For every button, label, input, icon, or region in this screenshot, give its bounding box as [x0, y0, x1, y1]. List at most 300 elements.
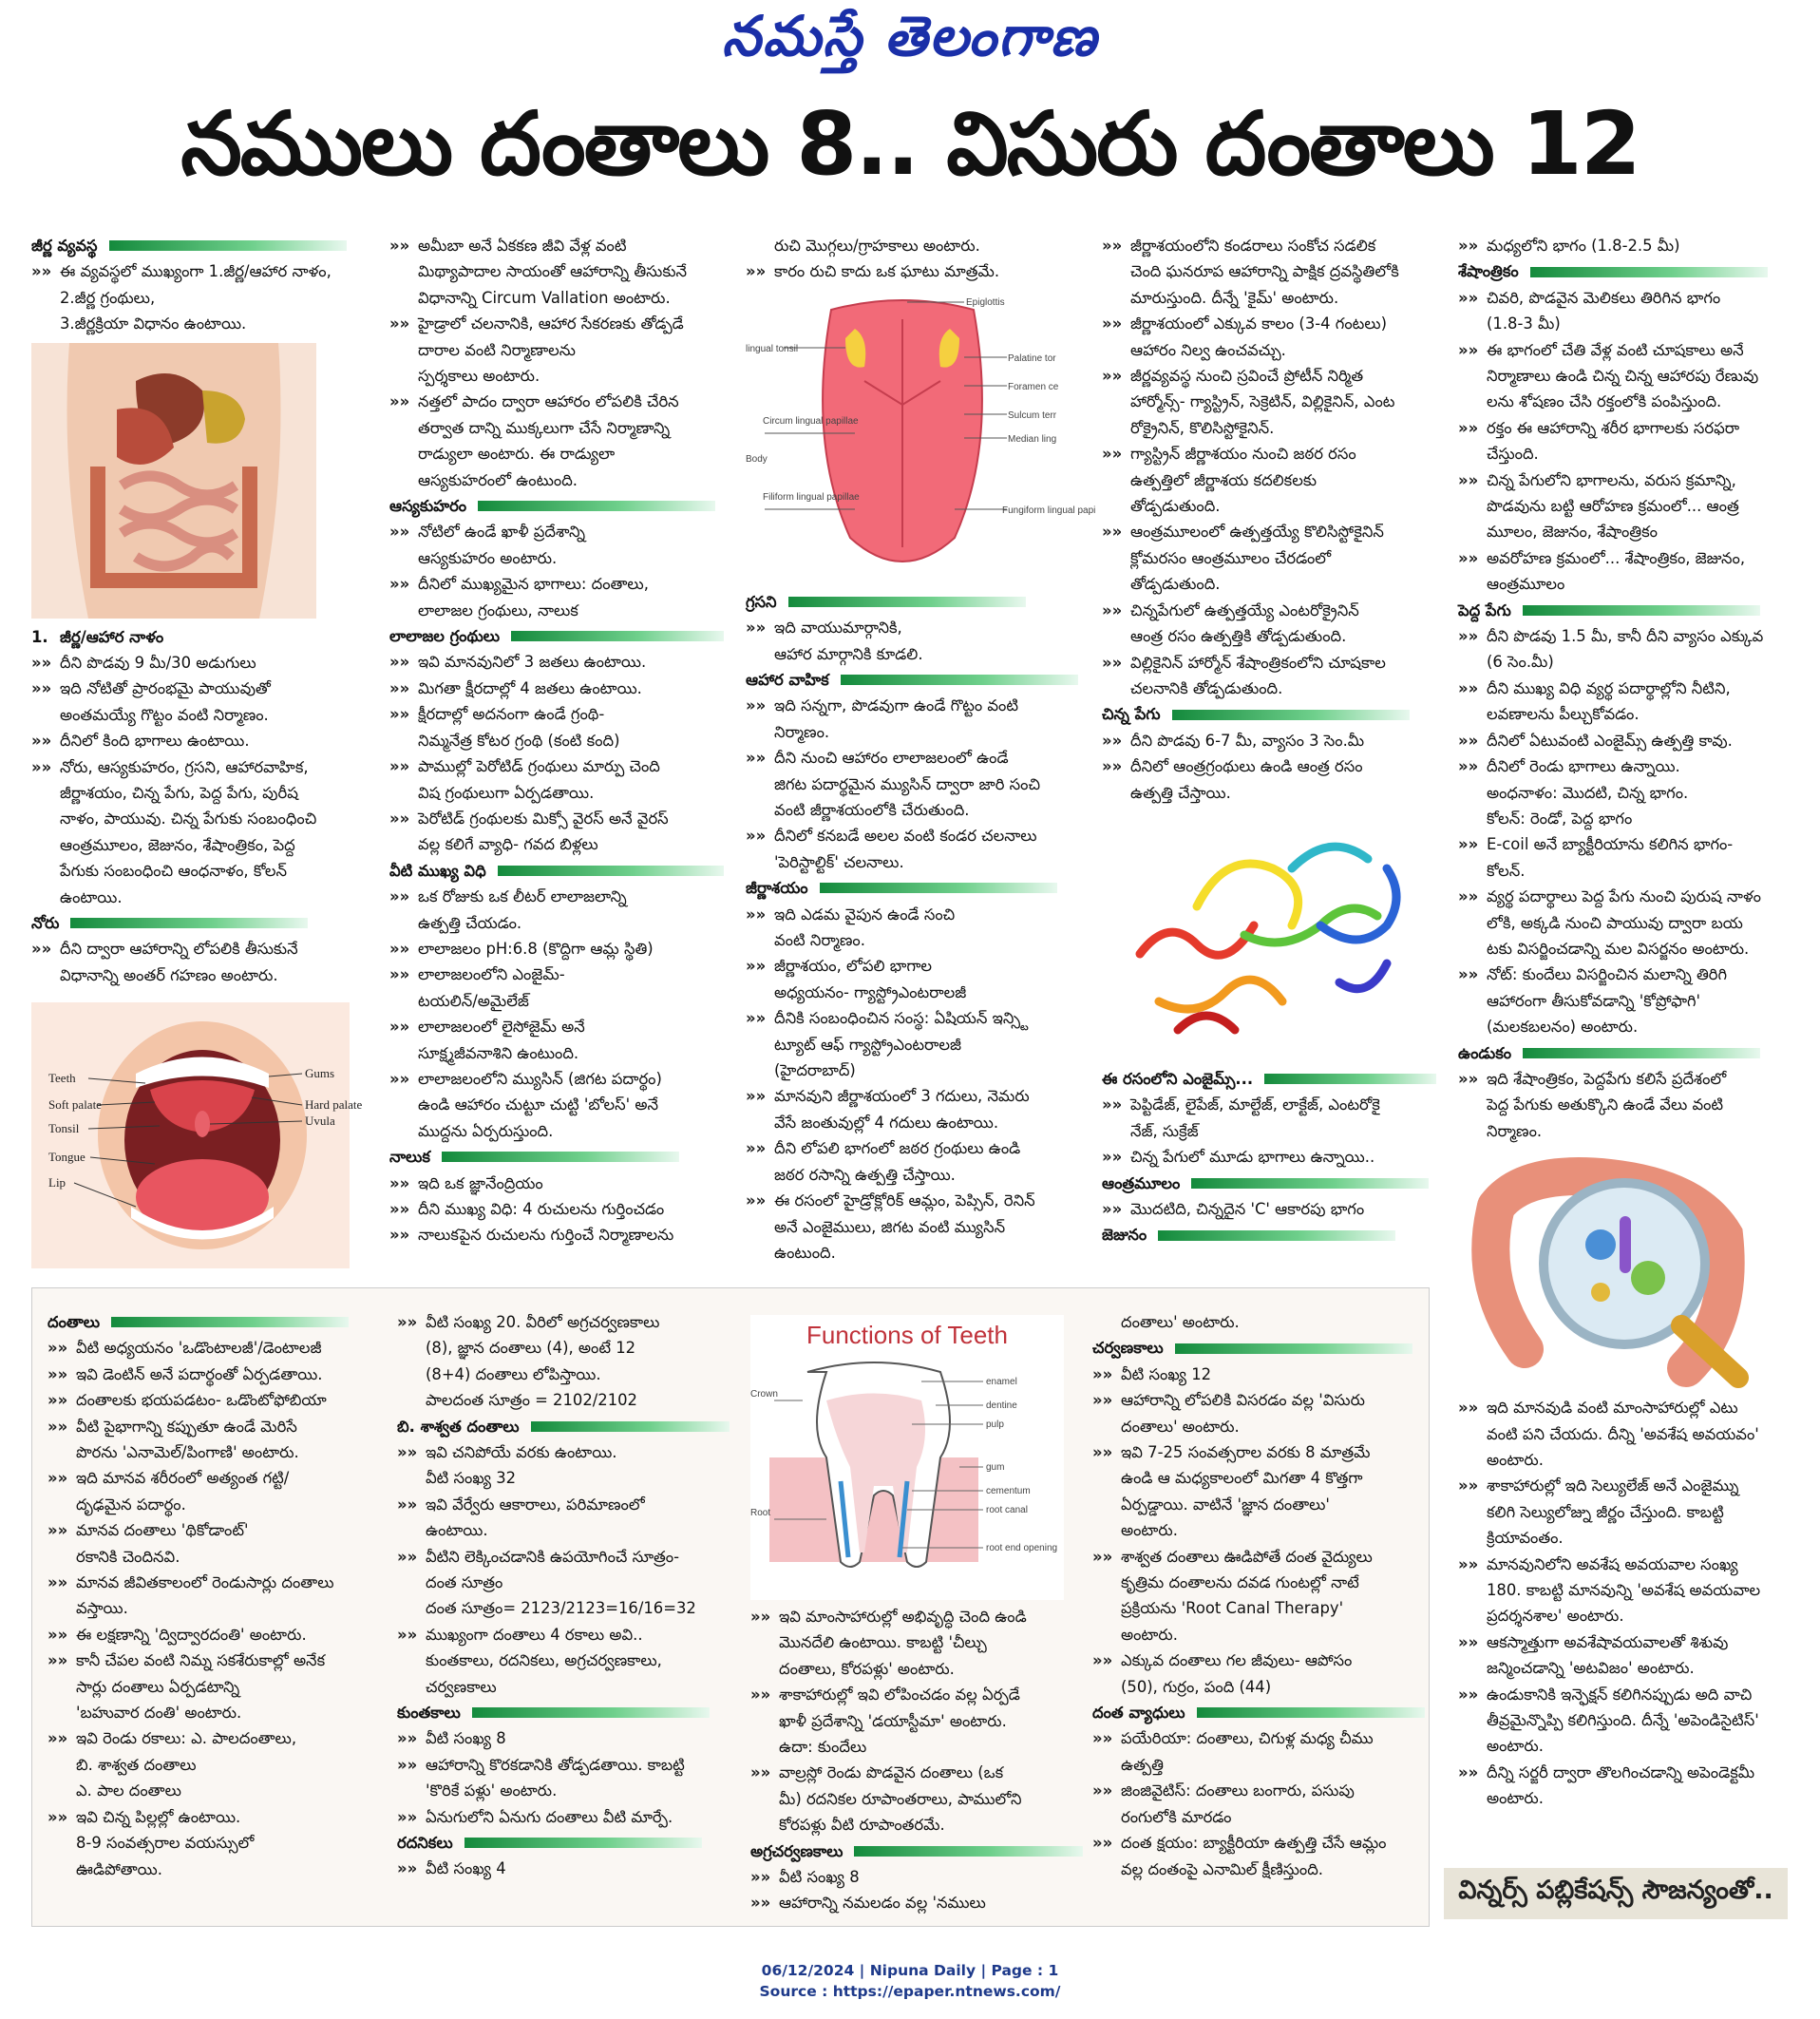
section-heading — [397, 1414, 730, 1439]
label-palatine: Palatine tor — [1008, 352, 1056, 364]
bullet-point: »» ఇవి మానవునిలో 3 జతలు ఉంటాయి. — [389, 649, 724, 675]
bullet-point: »» ఇవి డెంటిన్ అనే పదార్థంతో ఏర్పడతాయి. — [47, 1362, 380, 1387]
appendix-magnifier-illustration — [1458, 1150, 1772, 1387]
tongue-diagram — [746, 291, 1096, 576]
text-line: ఖాళీ ప్రదేశాన్ని 'డయాస్టీమా' అంటారు. — [779, 1711, 1007, 1730]
bullet-point: »» నత్తలో పాదం ద్వారా ఆహారం లోపలికి చేరిన — [389, 389, 724, 414]
text-line: 3.జీర్ణక్రియా విధానం ఉంటాయి. — [60, 314, 247, 333]
bullet-point: »» ఇది మానవ శరీరంలో అత్యంత గట్టి/ — [47, 1465, 380, 1491]
text-line: లవణాలను పీల్చుకోవడం. — [1487, 705, 1640, 724]
bullet-point: »» శాకాహారుల్లో ఇది సెల్యులేజ్ అనే ఎంజైమ్ను — [1458, 1473, 1792, 1498]
section-divider-bar — [511, 631, 724, 641]
section-heading-text: ఆంత్రమూలం — [1102, 1173, 1181, 1192]
text-line: దారాల వంటి నిర్మాణాలను — [418, 340, 576, 359]
text-line: ఉంటాయి. — [426, 1521, 488, 1540]
text-line: కలిగి సెల్యులోజ్ను జీర్ణం చేస్తుంది. కాబట్టి — [1487, 1502, 1724, 1521]
bullet-point: »» విల్లికైనిన్ హార్మోన్ శేషాంత్రికంలోని చూషకాల — [1102, 650, 1436, 676]
bullet-point: »» ఇవి వేర్వేరు ఆకారాలు, పరిమాణంలో — [397, 1492, 730, 1517]
bullet-point: »» మానవునిలోని అవశేష అవయవాల సంఖ్య — [1458, 1552, 1792, 1577]
bullet-point: »» మానవుని జీర్ణాశయంలో 3 గదులు, నెమరు — [746, 1083, 1080, 1109]
section-divider-bar — [109, 240, 347, 251]
bullet-point: »» నోట్: కుందేలు విసర్జించిన మలాన్ని తిరిగి — [1458, 962, 1792, 987]
text-line: పొరను 'ఎనామెల్/పింగాణి' అంటారు. — [76, 1443, 299, 1462]
bullet-point: »» దీని ముఖ్య విధి: 4 రుచులను గుర్తించడం — [389, 1196, 724, 1222]
bullet-point: »» ఈ భాగంలో చేతి వేళ్ల వంటి చూషకాలు అనే — [1458, 337, 1792, 363]
label-tonsil: Tonsil — [48, 1121, 80, 1135]
section-heading-text: దంతాలు — [47, 1313, 101, 1331]
bullet-point: »» దీనిలో రెండు భాగాలు ఉన్నాయి. — [1458, 753, 1792, 779]
bullet-point: »» అమీబా అనే ఏకకణ జీవి వేళ్ల వంటి — [389, 233, 724, 258]
bullet-point: »» దీని లోపలి భాగంలో జఠర గ్రంథులు ఉండి — [746, 1135, 1080, 1161]
bullet-point: »» ముఖ్యంగా దంతాలు 4 రకాలు అవి.. — [397, 1622, 730, 1648]
page-headline: నములు దంతాలు 8.. విసురు దంతాలు 12 — [180, 93, 1640, 195]
text-line: అంటారు. — [1487, 1737, 1544, 1756]
text-line: నిర్మాణం. — [774, 722, 830, 741]
text-line: పేగుకు సంబంధించి ఆంధనాళం, కోలన్ — [60, 862, 288, 881]
text-line: వేసే జంతువుల్లో 4 గదులు ఉంటాయి. — [774, 1113, 999, 1132]
column-permanent-teeth — [397, 1309, 730, 1917]
text-line: క్రియావంతం. — [1487, 1529, 1564, 1548]
bullet-point: »» వీటి సంఖ్య 20. వీరిలో అగ్రచర్వణకాలు — [397, 1309, 730, 1335]
text-line: ఆస్యకుహరంలో ఉంటుంది. — [418, 470, 578, 489]
text-line: పెద్ద పేగుకు అతుక్కొని ఉండే వేలు వంటి — [1487, 1095, 1724, 1114]
text-line: జఠర రసాన్ని ఉత్పత్తి చేస్తాయి. — [774, 1165, 956, 1184]
column-molars-diseases — [1092, 1309, 1425, 1917]
section-heading — [397, 1830, 730, 1856]
section-heading-text: బి. శాశ్వత దంతాలు — [397, 1417, 520, 1436]
section-heading-text: జెజునం — [1102, 1226, 1147, 1245]
bullet-point: »» గ్యాస్ట్రిన్ జీర్ణాశయం నుంచి జఠర రసం — [1102, 441, 1436, 467]
text-line: ముద్దను ఏర్పరుస్తుంది. — [418, 1121, 554, 1140]
label-filiform: Filiform lingual papillae — [763, 491, 860, 503]
text-line: ఉంటాయి. — [60, 887, 123, 906]
section-heading — [746, 875, 1080, 901]
text-line: ట్యూట్ ఆఫ్ గ్యాస్ట్రోఎంటరాలజీ — [774, 1035, 961, 1054]
bullet-point: »» దీని నుంచి ఆహారం లాలాజలంలో ఉండే — [746, 745, 1080, 771]
text-line: ఉత్పత్తిలో జీర్ణాశయ కదలికలకు — [1130, 470, 1318, 489]
bullet-point: »» లాలాజలంలోని మ్యుసిన్ (జిగట పదార్థం) — [389, 1066, 724, 1092]
text-line: వంటి నిర్మాణం. — [774, 931, 865, 950]
text-line: దంతాలు' అంటారు. — [1121, 1417, 1240, 1436]
bullet-point: »» కారం రుచి కాదు ఒక ఘాటు మాత్రమే. — [746, 258, 1080, 284]
bullet-point: »» ఆహారాన్ని లోపలికి విసరడం వల్ల 'విసురు — [1092, 1387, 1425, 1413]
text-line: (హైదరాబాద్) — [774, 1061, 856, 1080]
section-heading — [389, 858, 724, 884]
section-heading — [746, 589, 1080, 615]
column-oral-cavity — [389, 233, 724, 1268]
section-heading-text: ఈ రసంలోని ఎంజైమ్స్... — [1102, 1069, 1254, 1088]
bullet-point: »» లాలాజలంలో లైసోజైమ్ అనే — [389, 1014, 724, 1039]
bullet-point: »» దీని పొడవు 1.5 మీ, కానీ దీని వ్యాసం ఎక్కువ — [1458, 623, 1792, 649]
bullet-point: »» పయేరియా: దంతాలు, చిగుళ్ల మధ్య చీము — [1092, 1725, 1425, 1751]
bullet-point: »» వీటి పైభాగాన్ని కప్పుతూ ఉండే మెరిసే — [47, 1414, 380, 1439]
text-line: వంటి పని చేయదు. దీన్ని 'అవశేష అవయవం' — [1487, 1424, 1759, 1443]
text-line: ఏర్పడ్డాయి. వాటినే 'జ్ఞాన దంతాలు' — [1121, 1495, 1330, 1514]
text-line: ఆహారం నిల్వ ఉంచవచ్చు. — [1130, 340, 1286, 359]
heading-number: 1. — [31, 627, 48, 646]
section-heading — [389, 623, 724, 649]
text-line: 8-9 సంవత్సరాల వయస్సులో — [76, 1834, 255, 1853]
bullet-point: »» దంత క్షయం: బ్యాక్టీరియా ఉత్పత్తి చేసే ఆమ్లం — [1092, 1830, 1425, 1856]
section-heading — [1458, 598, 1792, 623]
mouth-anatomy-diagram — [31, 1002, 363, 1268]
bullet-point: »» పెరోటిడ్ గ్రంథులకు మిక్సో వైరస్ అనే వైరస్ — [389, 806, 724, 831]
text-line: రాడ్యులా అంటారు. ఈ రాడ్యులా — [418, 445, 616, 464]
bullet-point: »» ఇవి 7-25 సంవత్సరాల వరకు 8 మాత్రమే — [1092, 1439, 1425, 1465]
bullet-point: »» వీటిని లెక్కించడానికి ఉపయోగించే సూత్రం- — [397, 1544, 730, 1570]
bullet-point: »» చివరి, పొడవైన మెలికలు తిరిగిన భాగం — [1458, 285, 1792, 311]
text-line: ఉత్పత్తి — [1121, 1755, 1164, 1774]
section-divider-bar — [1191, 1178, 1429, 1189]
tooth-anatomy-diagram — [750, 1315, 1064, 1600]
text-line: జన్మించడాన్ని 'అటవిజం' అంటారు. — [1487, 1659, 1695, 1678]
bullet-point: »» ఇది శేషాంత్రికం, పెద్దపేగు కలిసే ప్రదేశంలో — [1458, 1066, 1792, 1092]
text-line: లాలాజల గ్రంథులు, నాలుక — [418, 600, 578, 619]
section-divider-bar — [70, 918, 308, 928]
bullet-point: »» జింజివైటిస్: దంతాలు బంగారు, పసుపు — [1092, 1778, 1425, 1803]
section-divider-bar — [478, 501, 715, 511]
text-line: కోరపళ్లు వీటి రూపాంతరమే. — [779, 1816, 945, 1835]
section-divider-bar — [1197, 1707, 1425, 1718]
numbered-heading — [31, 624, 369, 650]
text-line: ఊడిపోతాయి. — [76, 1859, 162, 1878]
page-footer — [0, 1960, 1820, 2002]
bullet-point: »» మిగతా క్షీరదాల్లో 4 జతలు ఉంటాయి. — [389, 676, 724, 701]
text-line: లోకి, అక్కడి నుంచి పాయువు ద్వారా బయ — [1487, 913, 1743, 932]
section-heading-text: లాలాజల గ్రంథులు — [389, 627, 501, 646]
label-foramen: Foramen ce — [1008, 381, 1059, 392]
section-divider-bar — [1172, 710, 1410, 720]
bullet-point: »» E-coil అనే బ్యాక్టీరియాను కలిగిన భాగం- — [1458, 831, 1792, 857]
bullet-point: »» వాల్రస్లో రెండు పొడవైన దంతాలు (ఒక — [750, 1760, 1083, 1785]
illustration — [750, 1309, 1083, 1604]
text-line: కోలన్: రెండో, పెద్ద భాగం — [1487, 809, 1633, 828]
bullet-point: »» చిన్న పేగులోని భాగాలను, వరుస క్రమాన్ని, — [1458, 467, 1792, 493]
text-line: 2.జీర్ణ గ్రంథులు, — [60, 288, 156, 307]
section-heading-text: ఉండుకం — [1458, 1043, 1512, 1062]
bullet-point: »» జీర్ణాశయం, లోపలి భాగాల — [746, 953, 1080, 979]
bullet-point: »» ఇది నోటితో ప్రారంభమై పాయువుతో — [31, 676, 369, 701]
bullet-point: »» దీని ముఖ్య విధి వ్యర్థ పదార్థాల్లోని నీటిని, — [1458, 676, 1792, 701]
text-line: 'కొరికే పళ్లు' అంటారు. — [426, 1781, 558, 1800]
section-divider-bar — [1175, 1343, 1412, 1354]
footer-date-line: 06/12/2024 | Nipuna Daily | Page : 1 — [761, 1962, 1059, 1979]
text-line: చెంది ఘనరూప ఆహారాన్ని పాక్షిక ద్రవస్థితిలోకి — [1130, 262, 1399, 281]
text-line: తీవ్రమైన్నొప్పి కలిగిస్తుంది. దీన్నే 'అపెండిసైటిస్' — [1487, 1711, 1759, 1730]
section-heading — [1092, 1700, 1425, 1725]
section-heading-text: కుంతకాలు — [397, 1704, 461, 1723]
section-heading-text: జీర్ణాశయం — [746, 879, 808, 898]
section-divider-bar — [1523, 1048, 1760, 1058]
section-heading — [1102, 1066, 1436, 1092]
text-line: పాలదంత సూత్రం = 2102/2102 — [426, 1391, 637, 1410]
label-median: Median ling — [1008, 433, 1057, 445]
digestive-system-illustration — [31, 343, 316, 619]
label-root-end-opening: root end opening — [986, 1543, 1058, 1553]
text-line: కోలన్. — [1487, 861, 1526, 880]
illustration — [1102, 806, 1436, 1066]
bullet-point: »» దీనిలో ఆంత్రగ్రంథులు ఉండి ఆంత్ర రసం — [1102, 753, 1436, 779]
text-line: జీర్ణాశయం, చిన్న పేగు, పెద్ద పేగు, పురీష — [60, 784, 298, 803]
bullet-point: »» పెప్టిడేజ్, లైపేజ్, మాల్టేజ్, లాక్టేజ్, ఎంటరోకై — [1102, 1092, 1436, 1117]
bullet-point: »» శాశ్వత దంతాలు ఊడిపోతే దంత వైద్యులు — [1092, 1544, 1425, 1570]
text-line: ఆహారంగా తీసుకోవడాన్ని 'కోప్రోఫాగి' — [1487, 991, 1701, 1010]
label-pulp: pulp — [986, 1419, 1004, 1430]
text-line: అంటారు. — [1121, 1625, 1178, 1644]
section-heading-text: ఆస్యకుహరం — [389, 497, 467, 516]
bullet-point: »» జీర్ణవ్యవస్థ నుంచి స్రవించే ప్రోటీన్ నిర్మిత — [1102, 363, 1436, 389]
text-line: టకు విసర్జించడాన్ని మల విసర్జనం అంటారు. — [1487, 939, 1750, 958]
text-line: టయలిన్/అమైలేజ్ — [418, 991, 529, 1010]
text-line: వస్తాయి. — [76, 1599, 128, 1618]
section-heading — [397, 1700, 730, 1725]
text-line: క్లోమరసం ఆంత్రమూలం చేరడంలో — [1130, 548, 1332, 567]
text-line: మూలం, జెజునం, శేషాంత్రికం — [1487, 523, 1658, 542]
section-heading-text: దంత వ్యాధులు — [1092, 1704, 1185, 1723]
bullet-point: »» ఆహారాన్ని నమలడం వల్ల 'నములు — [750, 1890, 1083, 1915]
section-divider-bar — [1264, 1074, 1436, 1084]
label-epiglottis: Epiglottis — [966, 296, 1005, 308]
section-heading — [1102, 1222, 1436, 1248]
text-line: ఆంత్రమూలం — [1487, 575, 1565, 594]
label-gums: Gums — [305, 1066, 335, 1080]
bullet-point: »» ఇవి మాంసాహారుల్లో అభివృద్ధి చెంది ఉండి — [750, 1604, 1083, 1629]
text-line: నిర్మాణం. — [1487, 1121, 1543, 1140]
text-line: (1.8-3 మీ) — [1487, 314, 1561, 333]
section-divider-bar — [841, 675, 1078, 685]
text-line: బి. శాశ్వత దంతాలు — [76, 1755, 197, 1774]
text-line: దంతాలు, కోరపళ్లు' అంటారు. — [779, 1659, 955, 1678]
text-line: ఆస్యకుహరం అంటారు. — [418, 548, 558, 567]
text-line: హార్మోన్స్- గ్యాస్ట్రిన్, సెక్రెటిన్, విల్లికైనిన్, ఎంట — [1130, 392, 1395, 411]
bullet-point: »» ఆంత్రమూలంలో ఉత్పత్తయ్యే కొలిసిస్టోకైనిన్ — [1102, 519, 1436, 544]
section-heading — [1092, 1335, 1425, 1361]
label-dentine: dentine — [986, 1400, 1017, 1411]
text-line: సూక్ష్మజీవనాశిని ఉంటుంది. — [418, 1043, 579, 1062]
masthead-logo: నమస్తే తెలంగాణ — [722, 4, 1098, 68]
section-heading-text: అగ్రచర్వణకాలు — [750, 1841, 844, 1860]
bullet-point: »» మానవ జీవితకాలంలో రెండుసార్లు దంతాలు — [47, 1570, 380, 1595]
text-line: జిగట పదార్థమైన మ్యుసిన్ ద్వారా జారి సంచి — [774, 774, 1041, 793]
text-line: ఆంత్ర రసం ఉత్పత్తికి తోడ్పడుతుంది. — [1130, 627, 1347, 646]
text-line: (50), గుర్రం, పంది (44) — [1121, 1677, 1272, 1696]
bullet-point: »» పాముల్లో పెరోటిడ్ గ్రంథులు మార్పు చెంది — [389, 753, 724, 779]
section-heading-text: వీటి ముఖ్య విధి — [389, 861, 486, 880]
text-line: (మలకబలనం) అంటారు. — [1487, 1018, 1639, 1037]
text-line: రంగులోకి మారడం — [1121, 1807, 1232, 1826]
bullet-point: »» ఈ రసంలో హైడ్రోక్లోరిక్ ఆమ్లం, పెప్సిన్, రెనిన్ — [746, 1188, 1080, 1213]
text-line: ప్రక్రియను 'Root Canal Therapy' — [1121, 1599, 1344, 1618]
teeth-diagram-title: Functions of Teeth — [806, 1321, 1008, 1349]
text-line: మీ) రదనికల రూపాంతరాలు, పాములోని — [779, 1789, 1022, 1808]
footer-source-line: Source : https://epaper.ntnews.com/ — [759, 1983, 1061, 2000]
bullet-point: »» క్షీరదాల్లో అదనంగా ఉండే గ్రంథి- — [389, 701, 724, 727]
bullet-point: »» హైడ్రాలో చలనానికి, ఆహార సేకరణకు తోడ్పడే — [389, 311, 724, 336]
label-hard-palate: Hard palate — [305, 1097, 363, 1112]
text-line: నిమ్మనేత్ర కోటర గ్రంథి (కంటి కంది) — [418, 731, 620, 750]
text-line: ఆహార మార్గానికి కూడలి. — [774, 644, 923, 663]
column-pharynx-stomach — [746, 233, 1096, 1268]
bullet-point: »» ఆహారాన్ని కొరకడానికి తోడ్పడతాయి. కాబట్టి — [397, 1752, 730, 1778]
bullet-point: »» మొదటిది, చిన్నదైన 'C' ఆకారపు భాగం — [1102, 1196, 1436, 1222]
bullet-point: »» ఒక రోజుకు ఒక లీటర్ లాలాజలాన్ని — [389, 884, 724, 909]
bullet-point: »» దీని పొడవు 6-7 మీ, వ్యాసం 3 సెం.మీ — [1102, 728, 1436, 753]
text-line: (8), జ్ఞాన దంతాలు (4), అంటే 12 — [426, 1339, 636, 1358]
bullet-point: »» వీటి అధ్యయనం 'ఒడొంటాలజీ'/డెంటాలజీ — [47, 1335, 380, 1361]
text-line: స్పర్శకాలు అంటారు. — [418, 367, 540, 386]
text-line: 'బహువార దంతి' అంటారు. — [76, 1704, 242, 1723]
bullet-point: »» లాలాజలంలోని ఎంజైమ్- — [389, 962, 724, 987]
text-line: చలనానికి తోడ్పడుతుంది. — [1130, 678, 1283, 697]
bullet-point: »» నాలుకపైన రుచులను గుర్తించే నిర్మాణాలను — [389, 1222, 724, 1248]
section-divider-bar — [472, 1707, 710, 1718]
text-line: ఎ. పాల దంతాలు — [76, 1781, 181, 1800]
text-line: అంటారు. — [1487, 1450, 1544, 1469]
bullet-point: »» ఇవి చనిపోయే వరకు ఉంటాయి. — [397, 1439, 730, 1465]
text-line: అంటారు. — [1487, 1789, 1544, 1808]
bullet-point: »» దంతాలకు భయపడటం- ఒడొంటోఫోబియా — [47, 1387, 380, 1413]
label-crown: Crown — [750, 1389, 778, 1400]
text-line: మారుస్తుంది. దీన్నే 'కైమ్' అంటారు. — [1130, 288, 1339, 307]
bullet-point: »» రక్తం ఈ ఆహారాన్ని శరీర భాగాలకు సరఫరా — [1458, 415, 1792, 441]
label-root-canal: root canal — [986, 1505, 1028, 1515]
section-heading-text: పెద్ద పేగు — [1458, 600, 1511, 619]
bullet-point: »» అవరోహణ క్రమంలో... శేషాంత్రికం, జెజునం, — [1458, 545, 1792, 571]
section-divider-bar — [820, 883, 1057, 893]
bullet-point: »» శాకాహారుల్లో ఇవి లోపించడం వల్ల ఏర్పడే — [750, 1682, 1083, 1707]
bullet-point: »» ఈ లక్షణాన్ని 'ద్విద్వారదంతి' అంటారు. — [47, 1622, 380, 1648]
column-large-intestine — [1458, 233, 1792, 1867]
text-line: (8+4) దంతాలు లోపిస్తాయి. — [426, 1364, 601, 1383]
section-heading — [1102, 701, 1436, 727]
bullet-point: »» మధ్యలోని భాగం (1.8-2.5 మీ) — [1458, 233, 1792, 258]
text-line: విష గ్రంథులుగా ఏర్పడతాయి. — [418, 783, 595, 802]
bullet-point: »» వ్యర్థ పదార్థాలు పెద్ద పేగు నుంచి పురుష నాళం — [1458, 884, 1792, 909]
text-line: తోడ్పడుతుంది. — [1130, 575, 1221, 594]
section-heading — [389, 493, 724, 519]
column-teeth-intro — [47, 1309, 380, 1917]
bullet-point: »» దీని పొడవు 9 మీ/30 అడుగులు — [31, 650, 369, 676]
text-line: దంత సూత్రం — [426, 1573, 503, 1592]
bullet-point: »» దీనిలో కనబడే అలల వంటి కండర చలనాలు — [746, 823, 1080, 848]
label-root: Root — [750, 1508, 771, 1518]
section-heading-text: రదనికలు — [397, 1834, 453, 1853]
bullet-point: »» వీటి సంఖ్య 8 — [750, 1864, 1083, 1890]
text-line: పొడవును బట్టి ఆరోహణ క్రమంలో... ఆంత్ర — [1487, 497, 1739, 516]
bullet-point: »» మానవ దంతాలు 'థికోడాంట్' — [47, 1517, 380, 1543]
section-heading-text: నాలుక — [389, 1148, 430, 1167]
text-line: (6 సెం.మీ) — [1487, 653, 1554, 672]
text-line: ప్రదర్శనశాల' అంటారు. — [1487, 1607, 1624, 1626]
section-divider-bar — [498, 866, 724, 876]
text-line: మొనదేలి ఉంటాయి. కాబట్టి 'చీల్చు — [779, 1633, 987, 1652]
label-soft-palate: Soft palate — [48, 1097, 102, 1112]
section-divider-bar — [1523, 605, 1760, 616]
bullet-point: »» ఎక్కువ దంతాలు గల జీవులు- ఆపోసం — [1092, 1648, 1425, 1673]
mouth-diagram-wrapper — [31, 1002, 363, 1268]
bullet-point: »» ఇది సన్నగా, పొడవుగా ఉండే గొట్టం వంటి — [746, 693, 1080, 718]
heading-text: జీర్ణ/ఆహార నాళం — [60, 627, 164, 646]
illustration — [31, 337, 369, 624]
bullet-point: »» ఏనుగులోని ఏనుగు దంతాలు వీటి మార్పే. — [397, 1804, 730, 1830]
label-lingual-tonsil: lingual tonsil — [746, 343, 799, 354]
bullet-point: »» వీటి సంఖ్య 8 — [397, 1725, 730, 1751]
text-line: రకానికి చెందినవి. — [76, 1547, 180, 1566]
bullet-point: »» ఇది మానవుడి వంటి మాంసాహారుల్లో ఎటు — [1458, 1395, 1792, 1420]
bullet-point: »» కానీ చేపల వంటి నిమ్న సకశేరుకాల్లో అనేక — [47, 1648, 380, 1673]
text-line: కృత్రిమ దంతాలను దవడ గుంటల్లో నాటే — [1121, 1573, 1359, 1592]
text-line: మిథ్యాపాదాల సాయంతో ఆహారాన్ని తీసుకునే — [418, 262, 688, 281]
enzyme-protein-illustration — [1102, 811, 1415, 1058]
bullet-point: »» దీనిలో ఏటువంటి ఎంజైమ్స్ ఉత్పత్తి కావు. — [1458, 728, 1792, 753]
text-line: ఉత్పత్తి చేస్తాయి. — [1130, 783, 1231, 802]
text-line: వంటి జీర్ణాశయంలోకి చేరుతుంది. — [774, 801, 970, 820]
text-line: విధానాన్ని అంతర్ గహణం అంటారు. — [60, 965, 278, 984]
section-heading-text: జీర్ణ వ్యవస్థ — [31, 237, 98, 255]
label-fungiform: Fungiform lingual papi — [1002, 505, 1096, 516]
text-line: దృఢమైన పదార్థం. — [76, 1495, 186, 1514]
text-line: ఆంత్రమూలం, జెజునం, శేషాంత్రికం, పెద్ద — [60, 835, 295, 854]
text-line: ఉంటుంది. — [774, 1243, 836, 1262]
text-line: అంధనాళం: మొదటి, చిన్న భాగం. — [1487, 783, 1689, 802]
bullet-point: »» దీనిలో ముఖ్యమైన భాగాలు: దంతాలు, — [389, 571, 724, 597]
section-divider-bar — [464, 1838, 702, 1848]
section-heading — [746, 667, 1080, 693]
section-heading-text: నోరు — [31, 914, 60, 933]
text-line: ఉండి ఆ మధ్యకాలంలో మిగతా 4 కొత్తగా — [1121, 1469, 1363, 1488]
bullet-point: »» వీటి సంఖ్య 4 — [397, 1856, 730, 1881]
section-heading-text: చిన్న పేగు — [1102, 705, 1161, 724]
bullet-point: »» ఇవి చిన్న పిల్లల్లో ఉంటాయి. — [47, 1804, 380, 1830]
text-line: సార్లు దంతాలు ఏర్పడటాన్ని — [76, 1677, 240, 1696]
bullet-point: »» ఆకస్మాత్తుగా అవశేషావయవాలతో శిశువు — [1458, 1629, 1792, 1655]
bullet-point: »» ఇది వాయుమార్గానికి, — [746, 615, 1080, 640]
section-heading — [1102, 1171, 1436, 1196]
label-gum: gum — [986, 1462, 1005, 1473]
text-line: తోడ్పడుతుంది. — [1130, 497, 1221, 516]
section-divider-bar — [788, 597, 1026, 607]
bullet-point: »» ఈ వ్యవస్థలో ముఖ్యంగా 1.జీర్ణ/ఆహార నాళం, — [31, 258, 369, 284]
bullet-point: »» దీనిలో కింది భాగాలు ఉంటాయి. — [31, 728, 369, 753]
label-body: Body — [746, 453, 768, 465]
bullet-point: »» దీనికి సంబంధించిన సంస్థ: ఏషియన్ ఇన్స్టి — [746, 1005, 1080, 1031]
section-heading — [1458, 258, 1792, 284]
bullet-point: »» ఇది ఎడమ వైపున ఉండే సంచి — [746, 902, 1080, 927]
text-line: ఉండి ఆహారం చుట్టూ చుట్టి 'బోలస్' అనే — [418, 1095, 658, 1114]
bullet-point: »» చిన్నపేగులో ఉత్పత్తయ్యే ఎంటరోక్రైనిన్ — [1102, 598, 1436, 623]
text-line: దంతాలు' అంటారు. — [1121, 1313, 1240, 1331]
publisher-credit: విన్నర్స్ పబ్లికేషన్స్ సౌజన్యంతో.. — [1444, 1868, 1788, 1919]
text-line: చర్వణకాలు — [426, 1677, 497, 1696]
text-line: ఉత్పత్తి చేయడం. — [418, 913, 522, 932]
bullet-point: »» దీని ద్వారా ఆహారాన్ని లోపలికి తీసుకునే — [31, 936, 369, 962]
illustration — [746, 285, 1096, 589]
text-line: నాళం, పాయువు. చిన్న పేగుకు సంబంధించి — [60, 810, 317, 829]
text-line: నిర్మాణాలు ఉండి చిన్న చిన్న ఆహారపు రేణువు — [1487, 367, 1759, 386]
bullet-point: »» జీర్ణాశయంలోని కండరాలు సంకోచ సడలిక — [1102, 233, 1436, 258]
section-heading-text: చర్వణకాలు — [1092, 1339, 1164, 1358]
bullet-point: »» ఉండుకానికి ఇన్ఫెక్షన్ కలిగినప్పుడు అది వాచి — [1458, 1682, 1792, 1707]
label-lip: Lip — [48, 1175, 66, 1190]
text-line: 180. కాబట్టి మానవున్ని 'అవశేష అవయవాల — [1487, 1581, 1761, 1600]
section-divider-bar — [531, 1421, 730, 1432]
label-teeth: Teeth — [48, 1071, 76, 1085]
text-line: చేస్తుంది. — [1487, 445, 1539, 464]
text-line: కుంతకాలు, రదనికలు, అగ్రచర్వణకాలు, — [426, 1651, 662, 1670]
label-uvula: Uvula — [305, 1114, 335, 1128]
bullet-point: »» నోరు, ఆస్యకుహరం, గ్రసని, ఆహారవాహిక, — [31, 754, 369, 780]
section-heading — [47, 1309, 380, 1335]
